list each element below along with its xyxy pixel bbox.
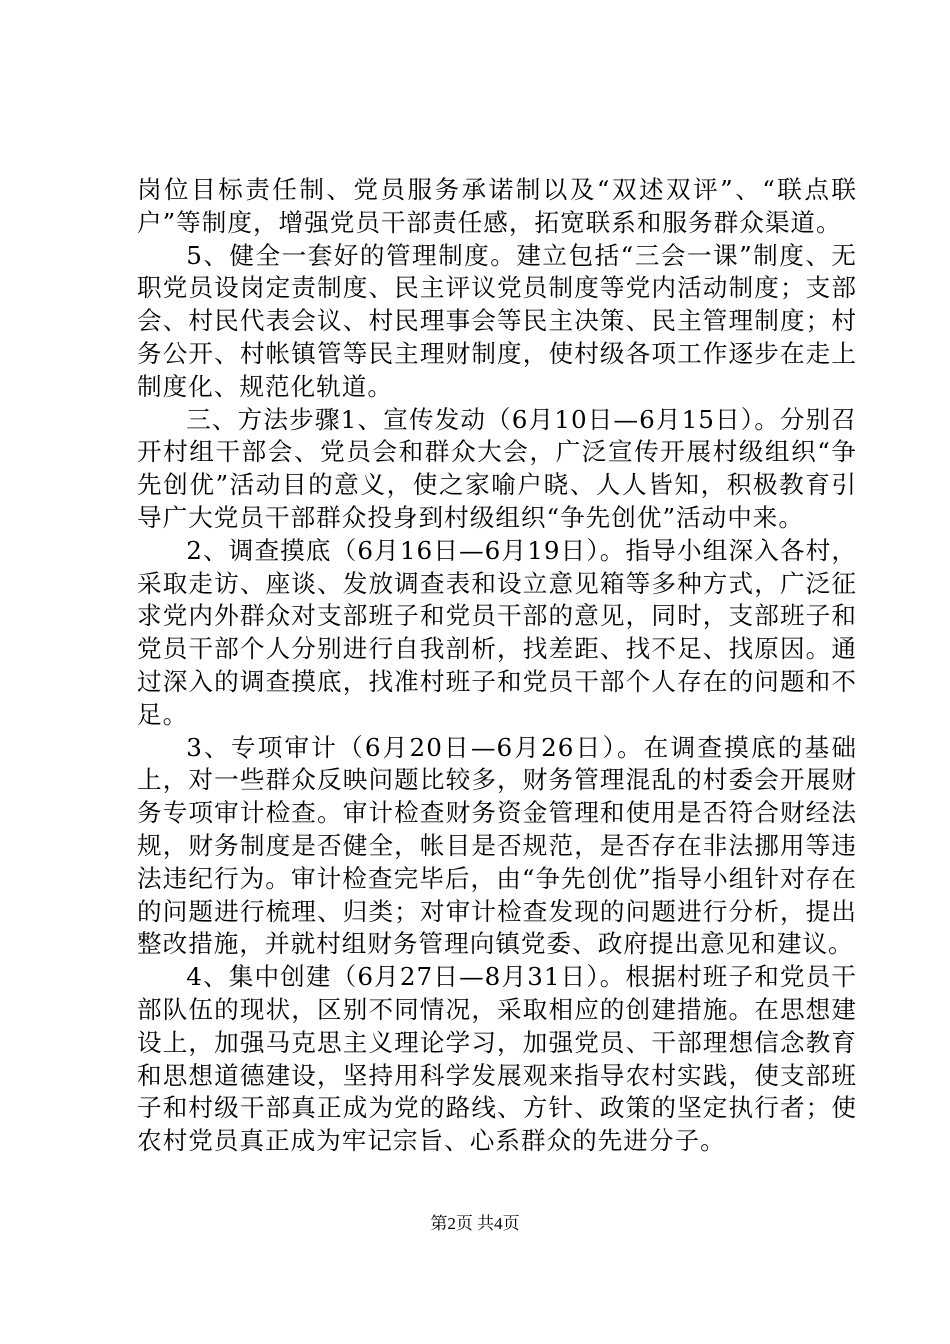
paragraph-5: 3、专项审计（6月20日—6月26日）。在调查摸底的基础上，对一些群众反映问题比较多，财务管理混乱的村委会开展财务专项审计检查。审计检查财务资金管理和使用是否符合财经法规，财务制度是否健全，帐目是否规范，是否存在非法挪用等违法违纪行为。审计检查完毕后，由“争先创优”指导小组针对存在的问题进行梳理、归类；对审计检查发现的问题进行分析，提出整改措施，并就村组财务管理向镇党委、政府提出意见和建议。	[137, 732, 857, 959]
paragraph-3: 三、方法步骤1、宣传发动（6月10日—6月15日）。分别召开村组干部会、党员会和群众大会，广泛宣传开展村级组织“争先创优”活动目的意义，使之家喻户晓、人人皆知，积极教育引导广大党员干部群众投身到村级组织“争先创优”活动中来。	[137, 404, 857, 532]
page-number-label: 第2页 共4页	[430, 1214, 520, 1233]
paragraph-2: 5、健全一套好的管理制度。建立包括“三会一课”制度、无职党员设岗定责制度、民主评议党员制度等党内活动制度；支部会、村民代表会议、村民理事会等民主决策、民主管理制度；村务公开、村帐镇管等民主理财制度，使村级各项工作逐步在走上制度化、规范化轨道。	[137, 240, 857, 401]
paragraph-4: 2、调查摸底（6月16日—6月19日）。指导小组深入各村，采取走访、座谈、发放调查表和设立意见箱等多种方式，广泛征求党内外群众对支部班子和党员干部的意见，同时，支部班子和党员干部个人分别进行自我剖析，找差距、找不足、找原因。通过深入的调查摸底，找准村班子和党员干部个人存在的问题和不足。	[137, 535, 857, 729]
paragraph-6: 4、集中创建（6月27日—8月31日）。根据村班子和党员干部队伍的现状，区别不同情况，采取相应的创建措施。在思想建设上，加强马克思主义理论学习，加强党员、干部理想信念教育和思想道德建设，坚持用科学发展观来指导农村实践，使支部班子和村级干部真正成为党的路线、方针、政策的坚定执行者；使农村党员真正成为牢记宗旨、心系群众的先进分子。	[137, 962, 857, 1156]
paragraph-1: 岗位目标责任制、党员服务承诺制以及“双述双评”、“联点联户”等制度，增强党员干部责任感，拓宽联系和服务群众渠道。	[137, 175, 857, 237]
document-body	[137, 174, 857, 1158]
page-footer	[0, 1213, 950, 1235]
